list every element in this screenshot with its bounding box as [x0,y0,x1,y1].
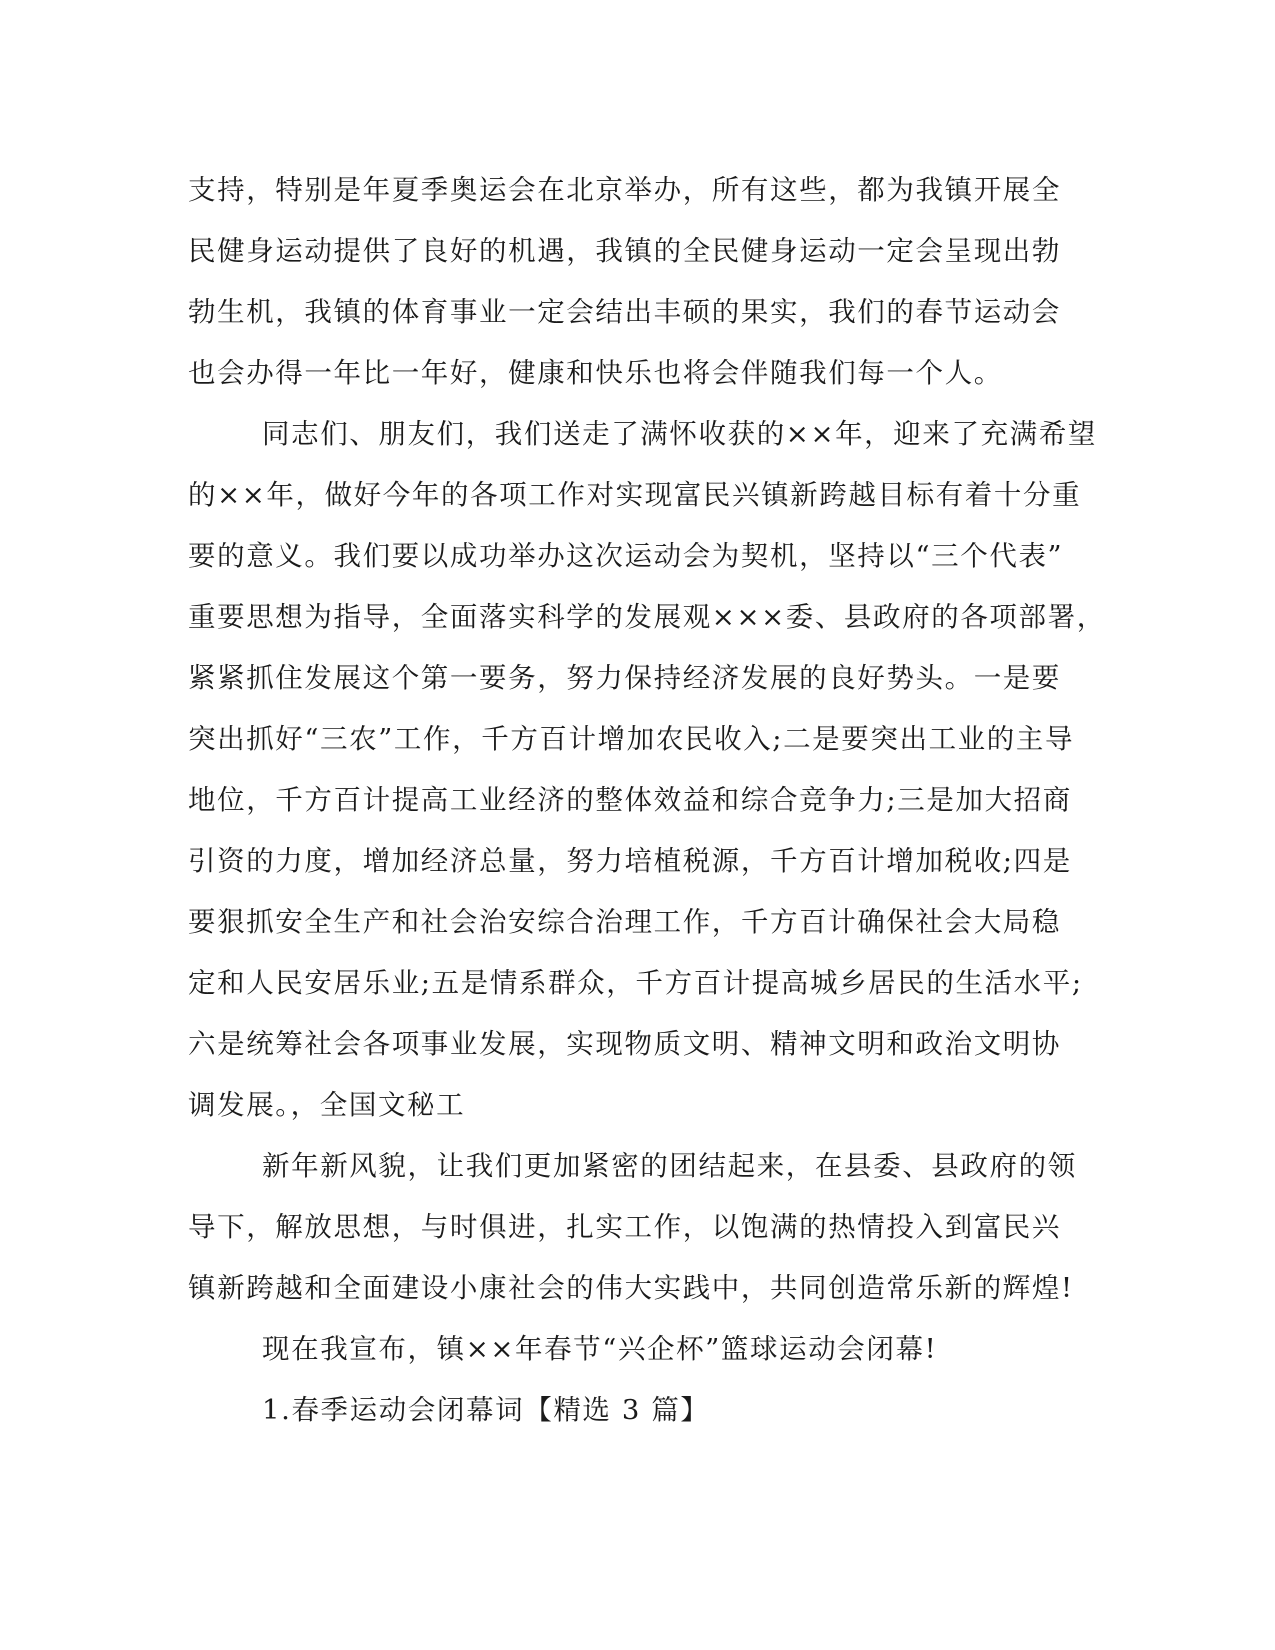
heading-line: 1.春季运动会闭幕词【精选 3 篇】 [262,1394,710,1426]
text-line: 要的意义。我们要以成功举办这次运动会为契机，坚持以“三个代表” [188,540,1064,572]
text-line: 的××年，做好今年的各项工作对实现富民兴镇新跨越目标有着十分重 [188,479,1082,511]
text-line: 也会办得一年比一年好，健康和快乐也将会伴随我们每一个人。 [188,357,1003,389]
text-line: 勃生机，我镇的体育事业一定会结出丰硕的果实，我们的春节运动会 [188,296,1061,328]
text-line: 新年新风貌，让我们更加紧密的团结起来，在县委、县政府的领 [262,1150,1077,1182]
text-line: 六是统筹社会各项事业发展，实现物质文明、精神文明和政治文明协 [188,1028,1061,1060]
text-line: 重要思想为指导，全面落实科学的发展观×××委、县政府的各项部署， [188,601,1106,633]
text-line: 民健身运动提供了良好的机遇，我镇的全民健身运动一定会呈现出勃 [188,235,1061,267]
section-heading [188,1380,1068,1441]
text-line: 现在我宣布，镇××年春节“兴企杯”篮球运动会闭幕! [262,1333,938,1365]
paragraph-new-year [188,1136,1077,1319]
text-line: 镇新跨越和全面建设小康社会的伟大实践中，共同创造常乐新的辉煌! [188,1272,1074,1304]
text-line: 同志们、朋友们，我们送走了满怀收获的××年，迎来了充满希望 [262,418,1097,450]
paragraph-closing-remarks [188,160,1068,404]
text-line: 支持，特别是年夏季奥运会在北京举办，所有这些，都为我镇开展全 [188,174,1061,206]
document-body [188,160,1106,1441]
text-line: 引资的力度，增加经济总量，努力培植税源，千方百计增加税收;四是 [188,845,1072,877]
text-line: 地位，千方百计提高工业经济的整体效益和综合竞争力;三是加大招商 [188,784,1072,816]
paragraph-announcement [188,1319,1068,1380]
text-line: 突出抓好“三农”工作，千方百计增加农民收入;二是要突出工业的主导 [188,723,1075,755]
paragraph-work-plan [188,404,1106,1136]
text-line: 要狠抓安全生产和社会治安综合治理工作，千方百计确保社会大局稳 [188,906,1061,938]
text-line: 导下，解放思想，与时俱进，扎实工作，以饱满的热情投入到富民兴 [188,1211,1061,1243]
text-line: 定和人民安居乐业;五是情系群众，千方百计提高城乡居民的生活水平; [188,967,1083,999]
text-line: 紧紧抓住发展这个第一要务，努力保持经济发展的良好势头。一是要 [188,662,1061,694]
text-line: 调发展。，全国文秘工 [188,1089,466,1121]
